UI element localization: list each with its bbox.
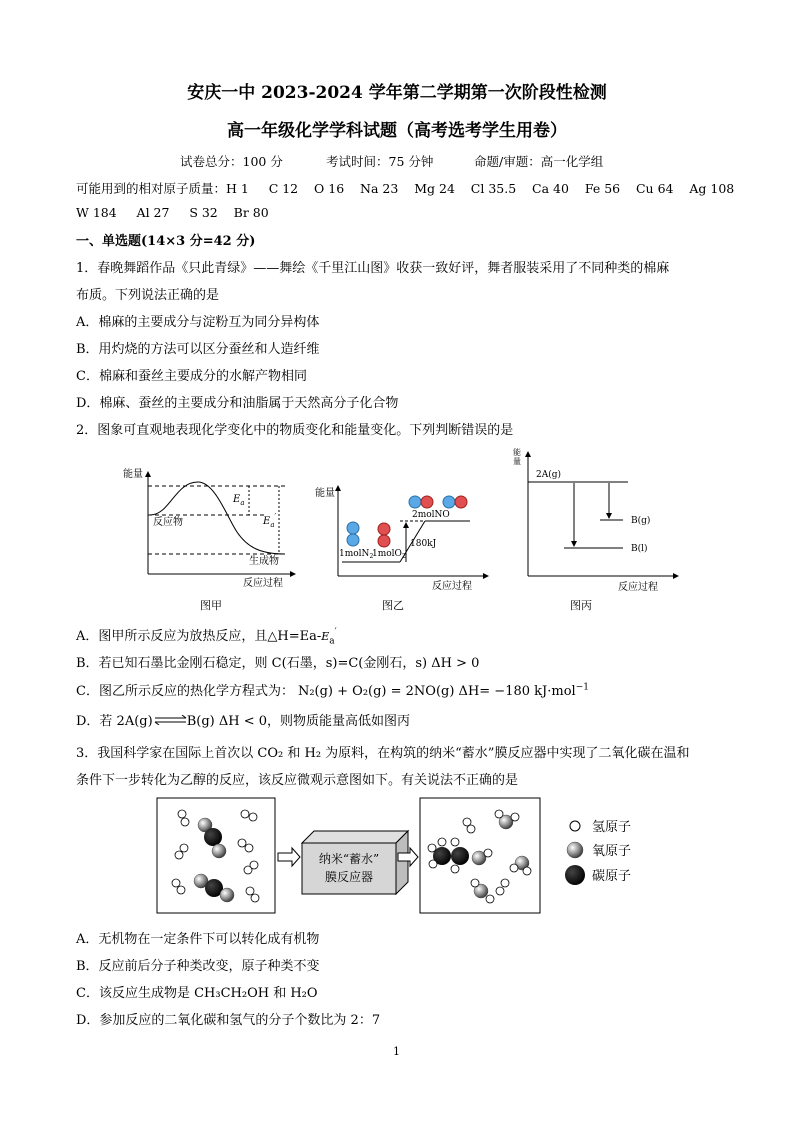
jia-ylabel: 能量 bbox=[123, 469, 143, 480]
q2-option-c: C．图乙所示反应的热化学方程式为： N₂(g) + O₂(g) = 2NO(g) ΔH= −180 kJ·mol$^{-1}$ bbox=[76, 682, 589, 699]
jia-xlabel: 反应过程 bbox=[243, 578, 283, 589]
legend-hydrogen-label: 氢原子 bbox=[592, 820, 632, 835]
q1-option-b: B．用灼烧的方法可以区分蚕丝和人造纤维 bbox=[76, 342, 320, 357]
no-n-atom-icon bbox=[443, 496, 455, 508]
q1-option-a: A．棉麻的主要成分与淀粉互为同分异构体 bbox=[76, 315, 320, 330]
q1-option-c: C．棉麻和蚕丝主要成分的水解产物相同 bbox=[76, 369, 307, 384]
yi-180kj: 180kJ bbox=[410, 539, 437, 549]
bing-caption: 图丙 bbox=[570, 599, 592, 612]
jia-ea-label: $E_a$ bbox=[233, 494, 245, 507]
q3-option-d: D．参加反应的二氧化碳和氢气的分子个数比为 2：7 bbox=[76, 1013, 381, 1028]
yi-o2-label: 1molO$_2$ bbox=[372, 549, 406, 560]
o2-atom-icon bbox=[378, 523, 390, 535]
o2-atom-icon bbox=[378, 535, 390, 547]
figure-yi bbox=[310, 478, 495, 593]
exam-author: 命题/审题：高一化学组 bbox=[474, 154, 604, 169]
q1-option-d: D．棉麻、蚕丝的主要成分和油脂属于天然高分子化合物 bbox=[76, 396, 399, 411]
bing-bg: B(g) bbox=[631, 516, 651, 526]
exam-title: 安庆一中 2023-2024 学年第二学期第一次阶段性检测 bbox=[187, 83, 607, 103]
q3-option-b: B．反应前后分子种类改变，原子种类不变 bbox=[76, 959, 320, 974]
q3-option-a: A．无机物在一定条件下可以转化成有机物 bbox=[76, 932, 320, 947]
bing-xlabel: 反应过程 bbox=[618, 582, 658, 593]
figure-bing bbox=[508, 446, 683, 594]
yi-ylabel: 能量 bbox=[315, 488, 335, 499]
equilibrium-arrow-icon bbox=[153, 715, 187, 725]
legend-oxygen-label: 氧原子 bbox=[592, 844, 632, 859]
reactor-label-line2: 膜反应器 bbox=[324, 870, 374, 884]
q1-stem-line2: 布质。下列说法正确的是 bbox=[76, 288, 220, 303]
q2-option-b: B．若已知石墨比金刚石稳定，则 C(石墨，s)=C(金刚石，s) ΔH > 0 bbox=[76, 656, 480, 671]
figure-jia bbox=[115, 462, 305, 592]
bing-2ag: 2A(g) bbox=[536, 470, 562, 480]
atomic-masses-line1: 可能用到的相对原子质量：H 1 C 12 O 16 Na 23 Mg 24 Cl 35.5 Ca 40 Fe 56 Cu 64 Ag 108 bbox=[76, 181, 735, 196]
total-score: 试卷总分：100 分 bbox=[180, 154, 283, 169]
bing-bl: B(l) bbox=[631, 544, 648, 554]
exam-time: 考试时间：75 分钟 bbox=[326, 154, 434, 169]
yi-2molno: 2molNO bbox=[412, 510, 450, 520]
legend-hydrogen-icon bbox=[570, 821, 580, 831]
no-o-atom-icon bbox=[455, 496, 467, 508]
page-number: 1 bbox=[393, 1045, 400, 1058]
legend-carbon-icon bbox=[565, 865, 585, 885]
legend-carbon-label: 碳原子 bbox=[592, 869, 632, 884]
exam-subtitle: 高一年级化学学科试题（高考选考学生用卷） bbox=[227, 121, 567, 141]
jia-product: 生成物 bbox=[249, 556, 279, 567]
q2-option-a: A．图甲所示反应为放热反应，且$\triangle H=Ea-E_a'$ bbox=[76, 627, 337, 647]
legend-oxygen-icon bbox=[567, 842, 583, 858]
section-heading: 一、单选题(14×3 分=42 分) bbox=[76, 234, 256, 249]
no-o-atom-icon bbox=[421, 496, 433, 508]
q2-stem: 2．图象可直观地表现化学变化中的物质变化和能量变化。下列判断错误的是 bbox=[76, 423, 514, 438]
n2-atom-icon bbox=[347, 534, 359, 546]
jia-ea2-label: $E_a'$ bbox=[263, 512, 277, 529]
reactor-label-line1: 纳米“蓄水” bbox=[318, 852, 380, 866]
q1-stem-line1: 1．春晚舞蹈作品《只此青绿》——舞绘《千里江山图》收获一致好评，舞者服装采用了不同种类的棉麻 bbox=[76, 261, 670, 276]
atomic-masses-line2: W 184 Al 27 S 32 Br 80 bbox=[76, 205, 269, 220]
yi-xlabel: 反应过程 bbox=[432, 581, 472, 592]
yi-caption: 图乙 bbox=[382, 599, 404, 612]
q3-stem-line2: 条件下一步转化为乙醇的反应，该反应微观示意图如下。有关说法不正确的是 bbox=[76, 773, 519, 788]
jia-reactant: 反应物 bbox=[153, 517, 183, 528]
q3-micro-diagram bbox=[155, 795, 675, 920]
no-n-atom-icon bbox=[409, 496, 421, 508]
q3-stem-line1: 3．我国科学家在国际上首次以 CO₂ 和 H₂ 为原料，在构筑的纳米“蓄水”膜反应器中实现了二氧化碳在温和 bbox=[76, 746, 690, 761]
yi-n2-label: 1molN$_2$ bbox=[339, 549, 374, 560]
n2-atom-icon bbox=[347, 522, 359, 534]
q2-option-d: D．若 2A(g) B(g) ΔH < 0，则物质能量高低如图丙 bbox=[76, 714, 411, 729]
reactor-box bbox=[302, 843, 396, 894]
jia-caption: 图甲 bbox=[200, 599, 222, 612]
bing-ylabel: 能量 bbox=[513, 448, 521, 466]
q3-option-c: C．该反应生成物是 CH₃CH₂OH 和 H₂O bbox=[76, 986, 318, 1001]
arrow-right-icon bbox=[278, 848, 300, 866]
